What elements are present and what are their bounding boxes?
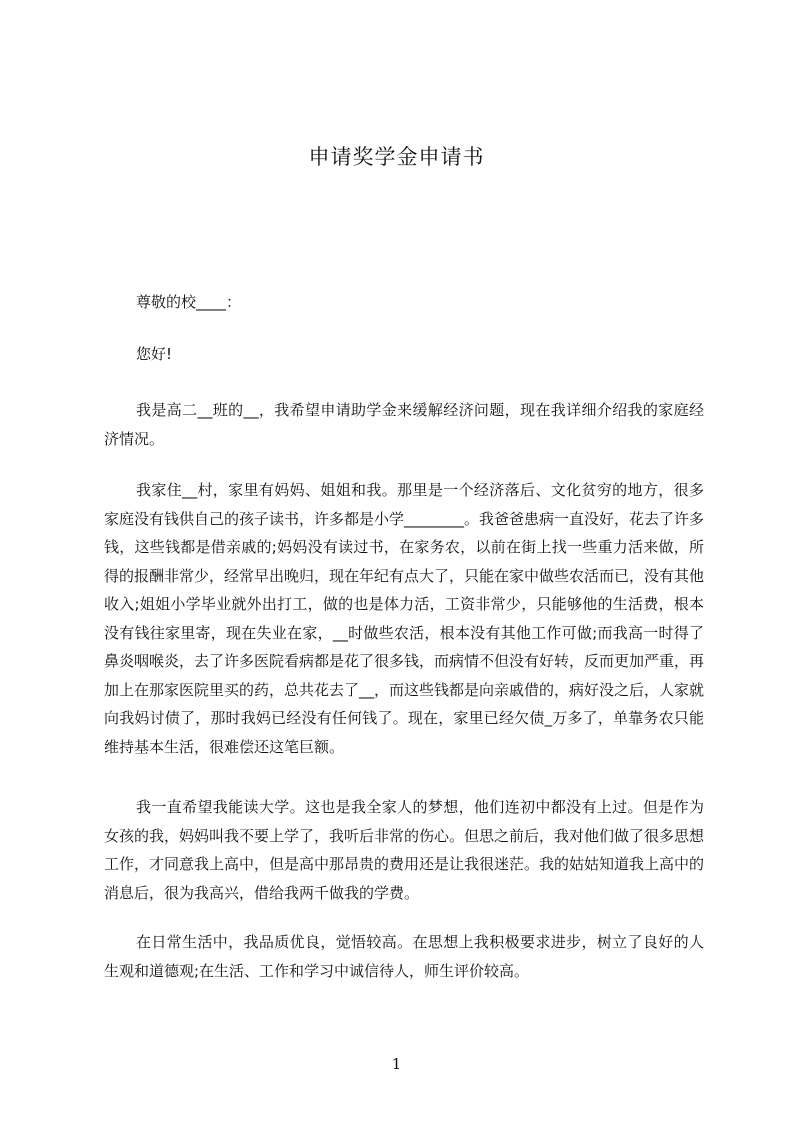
family-situation-paragraph: 我家住__村，家里有妈妈、姐姐和我。那里是一个经济落后、文化贫穷的地方，很多家庭没有钱供自己的孩子读书，许多都是小学________。我爸爸患病一直没好，花去了许多钱，这些钱都是借亲戚的;妈妈没有读过书，在家务农，以前在街上找一些重力活来做，所得的报酬非常少，经常早出晚归，现在年纪有点大了，只能在家中做些农活而已，没有其他收入;姐姐小学毕业就外出打工，做的也是体力活，工资非常少，只能够他的生活费，根本没有钱往家里寄，现在失业在家，__时做些农活，根本没有其他工作可做;而我高一时得了鼻炎咽喉炎，去了许多医院看病都是花了很多钱，而病情不但没有好转，反而更加严重，再加上在那家医院里买的药，总共花去了__，而这些钱都是向亲戚借的，病好没之后，人家就向我妈讨债了，那时我妈已经没有任何钱了。现在，家里已经欠债_万多了，单靠务农只能维持基本生活，很难偿还这笔巨额。 — [104, 481, 705, 756]
character-paragraph: 在日常生活中，我品质优良，觉悟较高。在思想上我积极要求进步，树立了良好的人生观和道德观;在生活、工作和学习中诚信待人，师生评价较高。 — [104, 933, 704, 980]
greeting-paragraph: 您好! — [136, 345, 173, 363]
salutation-paragraph: 尊敬的校____： — [136, 293, 242, 311]
introduction-paragraph: 我是高二__班的__，我希望申请助学金来缓解经济问题，现在我详细介绍我的家庭经济情况。 — [104, 401, 704, 448]
education-hope-paragraph: 我一直希望我能读大学。这也是我全家人的梦想，他们连初中都没有上过。但是作为女孩的我，妈妈叫我不要上学了，我听后非常的伤心。但思之前后，我对他们做了很多思想工作，才同意我上高中，但是高中那昂贵的费用还是让我很迷茫。我的姑姑知道我上高中的消息后，很为我高兴，借给我两千做我的学费。 — [104, 798, 705, 902]
page-number: 1 — [391, 1055, 402, 1073]
document-title: 申请奖学金申请书 — [308, 145, 485, 169]
